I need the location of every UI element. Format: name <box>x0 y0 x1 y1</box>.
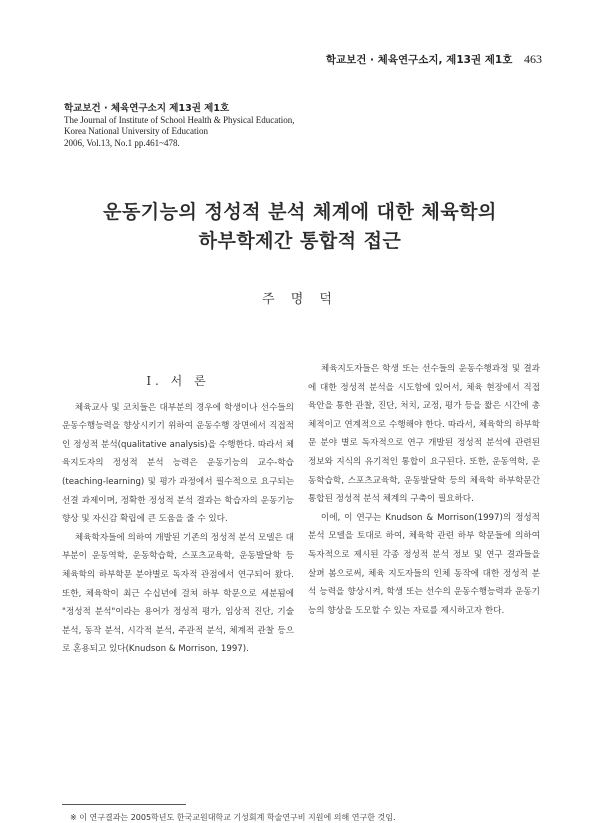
author-name: 주 명 덕 <box>262 292 338 307</box>
left-paragraph-2: 체육학자들에 의하여 개발된 기존의 정성적 분석 모델은 대부분이 운동역학, 운동학습학, 스포츠교육학, 운동발달학 등 체육학의 하부학문 분야별로 독자적 관점에서 연구되어 왔다. 또한, 체육학이 최근 수십년에 걸쳐 하부 학문으로 세분됨에 "정성적 분석"이라는 용어가 정성적 평가, 임상적 진단, 기술 분석, 동작 분석, 시각적 분석, 주관적 분석, 체계적 관찰 등으로 혼용되고 있다(Knudson & Morrison, 1997). <box>62 532 294 655</box>
title-line1: 운동기능의 정성적 분석 체계에 대한 체육학의 <box>103 201 497 223</box>
paper-title <box>0 198 600 256</box>
citation-block <box>64 103 294 149</box>
footnote-divider <box>62 804 186 805</box>
title-line2: 하부학제간 통합적 접근 <box>198 230 402 252</box>
right-paragraph-1: 체육지도자들은 학생 또는 선수들의 운동수행과정 및 결과에 대한 정성적 분석을 시도함에 있어서, 체육 현장에서 직접 육안을 통한 관찰, 진단, 처치, 교정, 평가 등을 짧은 시간에 총체적이고 연계적으로 수행해야 한다. 따라서, 체육학의 하부학문 분야 별로 독자적으로 연구 개발된 정성적 분석에 관련된 정보와 지식의 유기적인 통합이 요구된다. 또한, 운동역학, 운동학습학, 스포츠교육학, 운동발달학 등의 체육학 하부학문간 통합된 정성적 분석 체계의 구축이 필요하다. <box>308 364 540 505</box>
running-head <box>326 52 542 67</box>
citation-issue: 2006, Vol.13, No.1 pp.461~478. <box>64 137 180 148</box>
right-column <box>308 360 540 620</box>
left-paragraph-1: 체육교사 및 코치들은 대부분의 경우에 학생이나 선수들의 운동수행능력을 향상시키기 위하여 운동수행 장면에서 직접적인 정성적 분석(qualitative analysis)을 수행한다. 따라서 체육지도자의 정성적 분석 능력은 운동기능의 교수-학습(teaching-learning) 및 평가 과정에서 필수적으로 요구되는 선결 과제이며, 정확한 정성적 분석 결과는 학습자의 운동기능 향상 및 자신감 확립에 큰 도움을 줄 수 있다. <box>62 402 294 525</box>
running-head-journal: 학교보건 · 체육연구소지, 제13권 제1호 <box>325 54 513 66</box>
section-heading-introduction: Ⅰ. 서 론 <box>146 374 210 388</box>
citation-english-line2: Korea National University of Education <box>64 126 208 136</box>
right-paragraph-2: 이에, 이 연구는 Knudson & Morrison(1997)의 정성적 분석 모델을 토대로 하여, 체육학 관련 하부 학문들에 의하여 독자적으로 제시된 각종 정성적 분석 정보 및 연구 결과들을 살펴 봄으로써, 체육 지도자들의 인체 동작에 대한 정성적 분석 능력을 향상시켜, 학생 또는 선수의 운동수행능력과 운동기능의 향상을 도모할 수 있는 자료를 제시하고자 한다. <box>308 512 540 616</box>
page-number: 463 <box>524 52 542 66</box>
citation-english-line1: The Journal of Institute of School Health & Physical Education, <box>64 114 295 125</box>
left-column <box>62 360 294 659</box>
citation-korean: 학교보건 · 체육연구소지 제13권 제1호 <box>64 103 230 114</box>
footnote: ※ 이 연구결과는 2005학년도 한국교원대학교 기성회계 학술연구비 지원에 의해 연구한 것임. <box>70 813 396 822</box>
